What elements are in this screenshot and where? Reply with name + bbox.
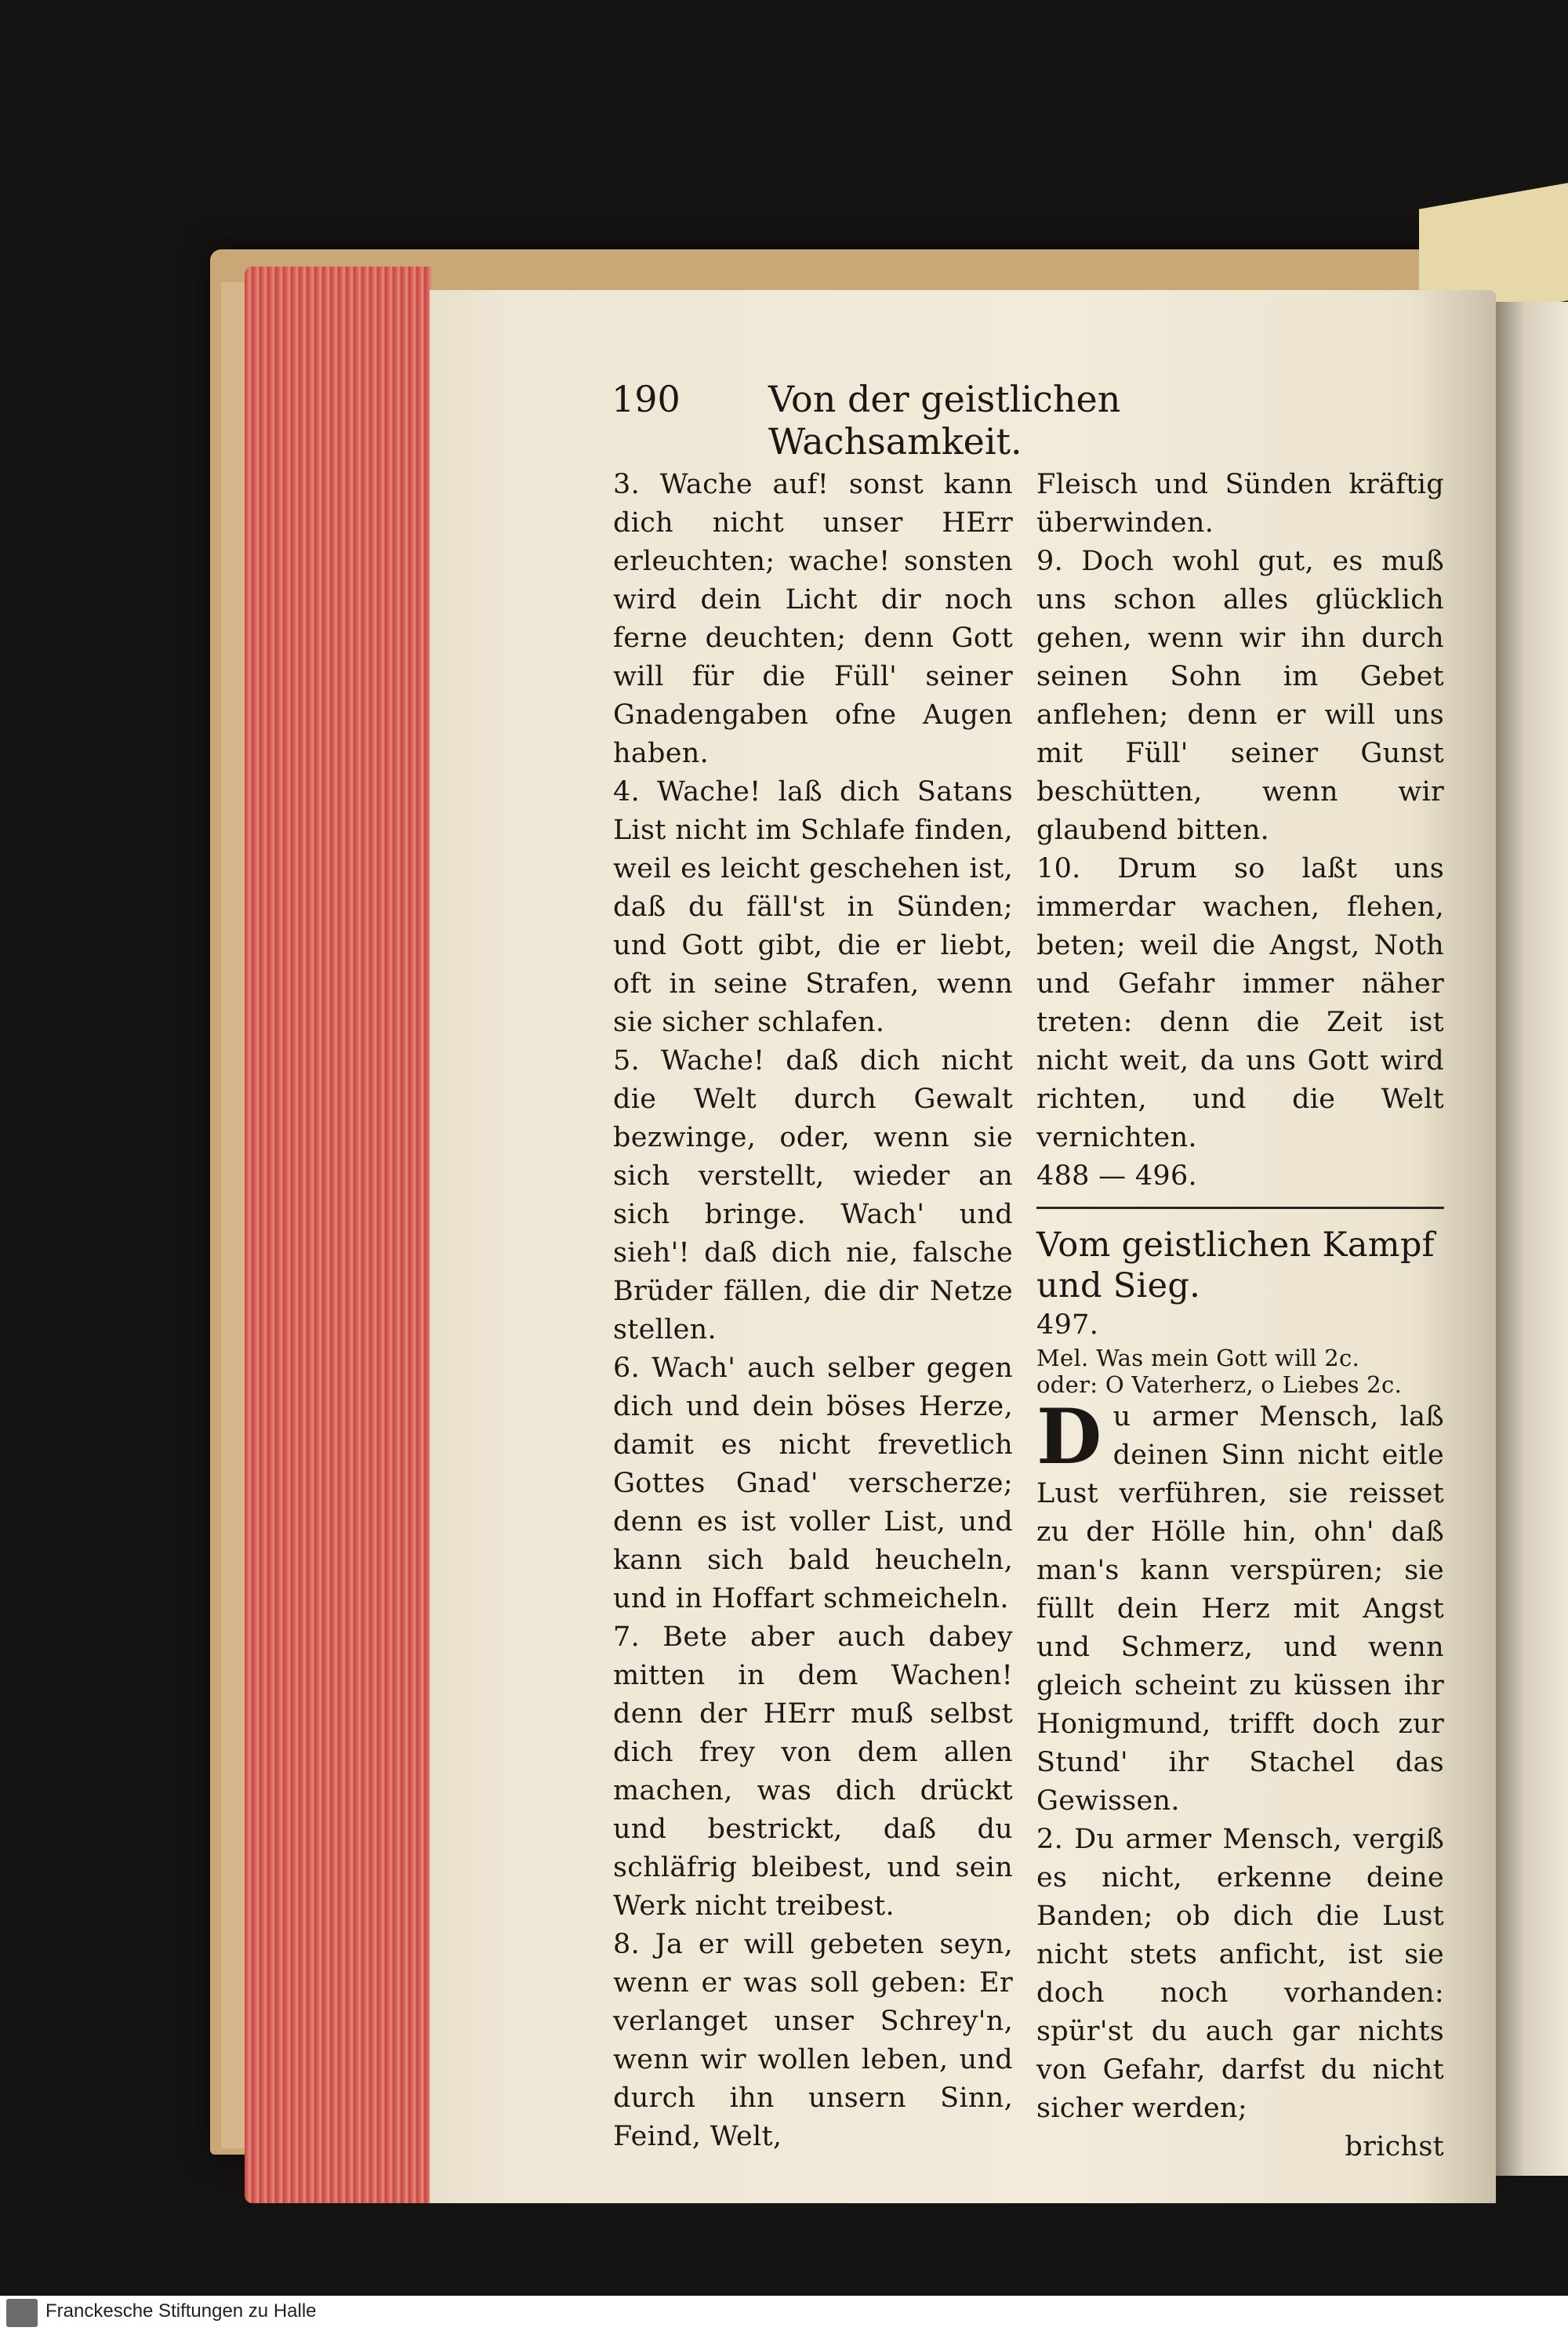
page-title: Von der geistlichen Wachsamkeit. <box>768 378 1121 463</box>
section-heading-line-1: Vom geistlichen Kampf <box>1036 1225 1435 1265</box>
red-page-edges <box>245 267 431 2203</box>
footer-institution: Franckesche Stiftungen zu Halle <box>45 2300 317 2322</box>
drop-cap: D <box>1036 1392 1102 1481</box>
verse-9: 9. Doch wohl gut, es muß uns schon alles glücklich gehen, wenn wir ihn durch seinen Sohn im Gebet anflehen; denn er will uns mit Füll' seiner Gunst beschütten, wenn wir glaubend bitten. <box>1036 546 1444 846</box>
hymn-range: 488 — 496. <box>1036 1160 1197 1192</box>
hymn-number: 497. <box>1036 1309 1099 1341</box>
verse-7: 7. Bete aber auch dabey mitten in dem Wachen! denn der HErr muß selbst dich frey von dem allen machen, was dich drückt und bestrickt, daß du schläfrig bleibest, und sein Werk nicht treibest. <box>613 1621 1013 1922</box>
verse-5: 5. Wache! daß dich nicht die Welt durch Gewalt bezwinge, oder, wenn sie sich verstellt, wieder an sich bringe. Wach' und sieh'! daß dich nie, falsche Brüder fällen, die dir Netze stellen. <box>613 1045 1013 1345</box>
hymn-497-verse-1: u armer Mensch, laß deinen Sinn nicht eitle Lust verführen, sie reisset zu der Hölle hin, ohn' daß man's kann verspüren; sie füllt dein Herz mit Angst und Schmerz, und wenn gleich scheint zu küssen ihr Honigmund, trifft doch zur Stund' ihr Stachel das Gewissen. <box>1036 1401 1444 1817</box>
section-heading-line-2: und Sieg. <box>1036 1266 1201 1305</box>
left-column <box>613 466 1013 2156</box>
page-number: 190 <box>612 378 681 420</box>
catchword: brichst <box>1345 2131 1444 2162</box>
verse-6: 6. Wach' auch selber gegen dich und dein böses Herze, damit es nicht frevetlich Gottes Gnad' verscherze; denn es ist voller List, und kann sich bald heucheln, und in Hoffart schmeicheln. <box>613 1352 1013 1614</box>
hymn-497-verse-1-block <box>1036 1392 1444 1821</box>
hymn-497-verse-2: 2. Du armer Mensch, vergiß es nicht, erkenne deine Banden; ob dich die Lust nicht stets anficht, ist sie doch noch vorhanden: spür'st du auch gar nichts von Gefahr, darfst du nicht sicher werden; <box>1036 1824 1444 2124</box>
melody-line-1: Mel. Was mein Gott will 2c. <box>1036 1345 1360 1371</box>
verse-8: 8. Ja er will gebeten seyn, wenn er was soll geben: Er verlanget unser Schrey'n, wenn wir wollen leben, und durch ihn unsern Sinn, Feind, Welt, <box>613 1929 1013 2152</box>
verse-10: 10. Drum so laßt uns immerdar wachen, flehen, beten; weil die Angst, Noth und Gefahr immer näher treten: denn die Zeit ist nicht weit, da uns Gott wird richten, und die Welt vernichten. <box>1036 853 1444 1153</box>
right-column <box>1036 466 1444 2166</box>
facing-page-edge <box>1496 302 1568 2176</box>
verse-8-continued: Fleisch und Sünden kräftig überwinden. <box>1036 469 1444 539</box>
footer-bar <box>0 2296 1568 2331</box>
institution-logo-icon <box>6 2299 38 2327</box>
verse-3: 3. Wache auf! sonst kann dich nicht unser HErr erleuchten; wache! sonsten wird dein Licht dir noch ferne deuchten; denn Gott will für die Füll' seiner Gnadengaben ofne Augen haben. <box>613 469 1013 769</box>
melody-line-2: oder: O Vaterherz, o Liebes 2c. <box>1036 1371 1403 1398</box>
verse-4: 4. Wache! laß dich Satans List nicht im Schlafe finden, weil es leicht geschehen ist, daß du fäll'st in Sünden; und Gott gibt, die er liebt, oft in seine Strafen, wenn sie sicher schlafen. <box>613 776 1013 1038</box>
section-divider <box>1036 1207 1444 1209</box>
running-head <box>612 378 1301 463</box>
